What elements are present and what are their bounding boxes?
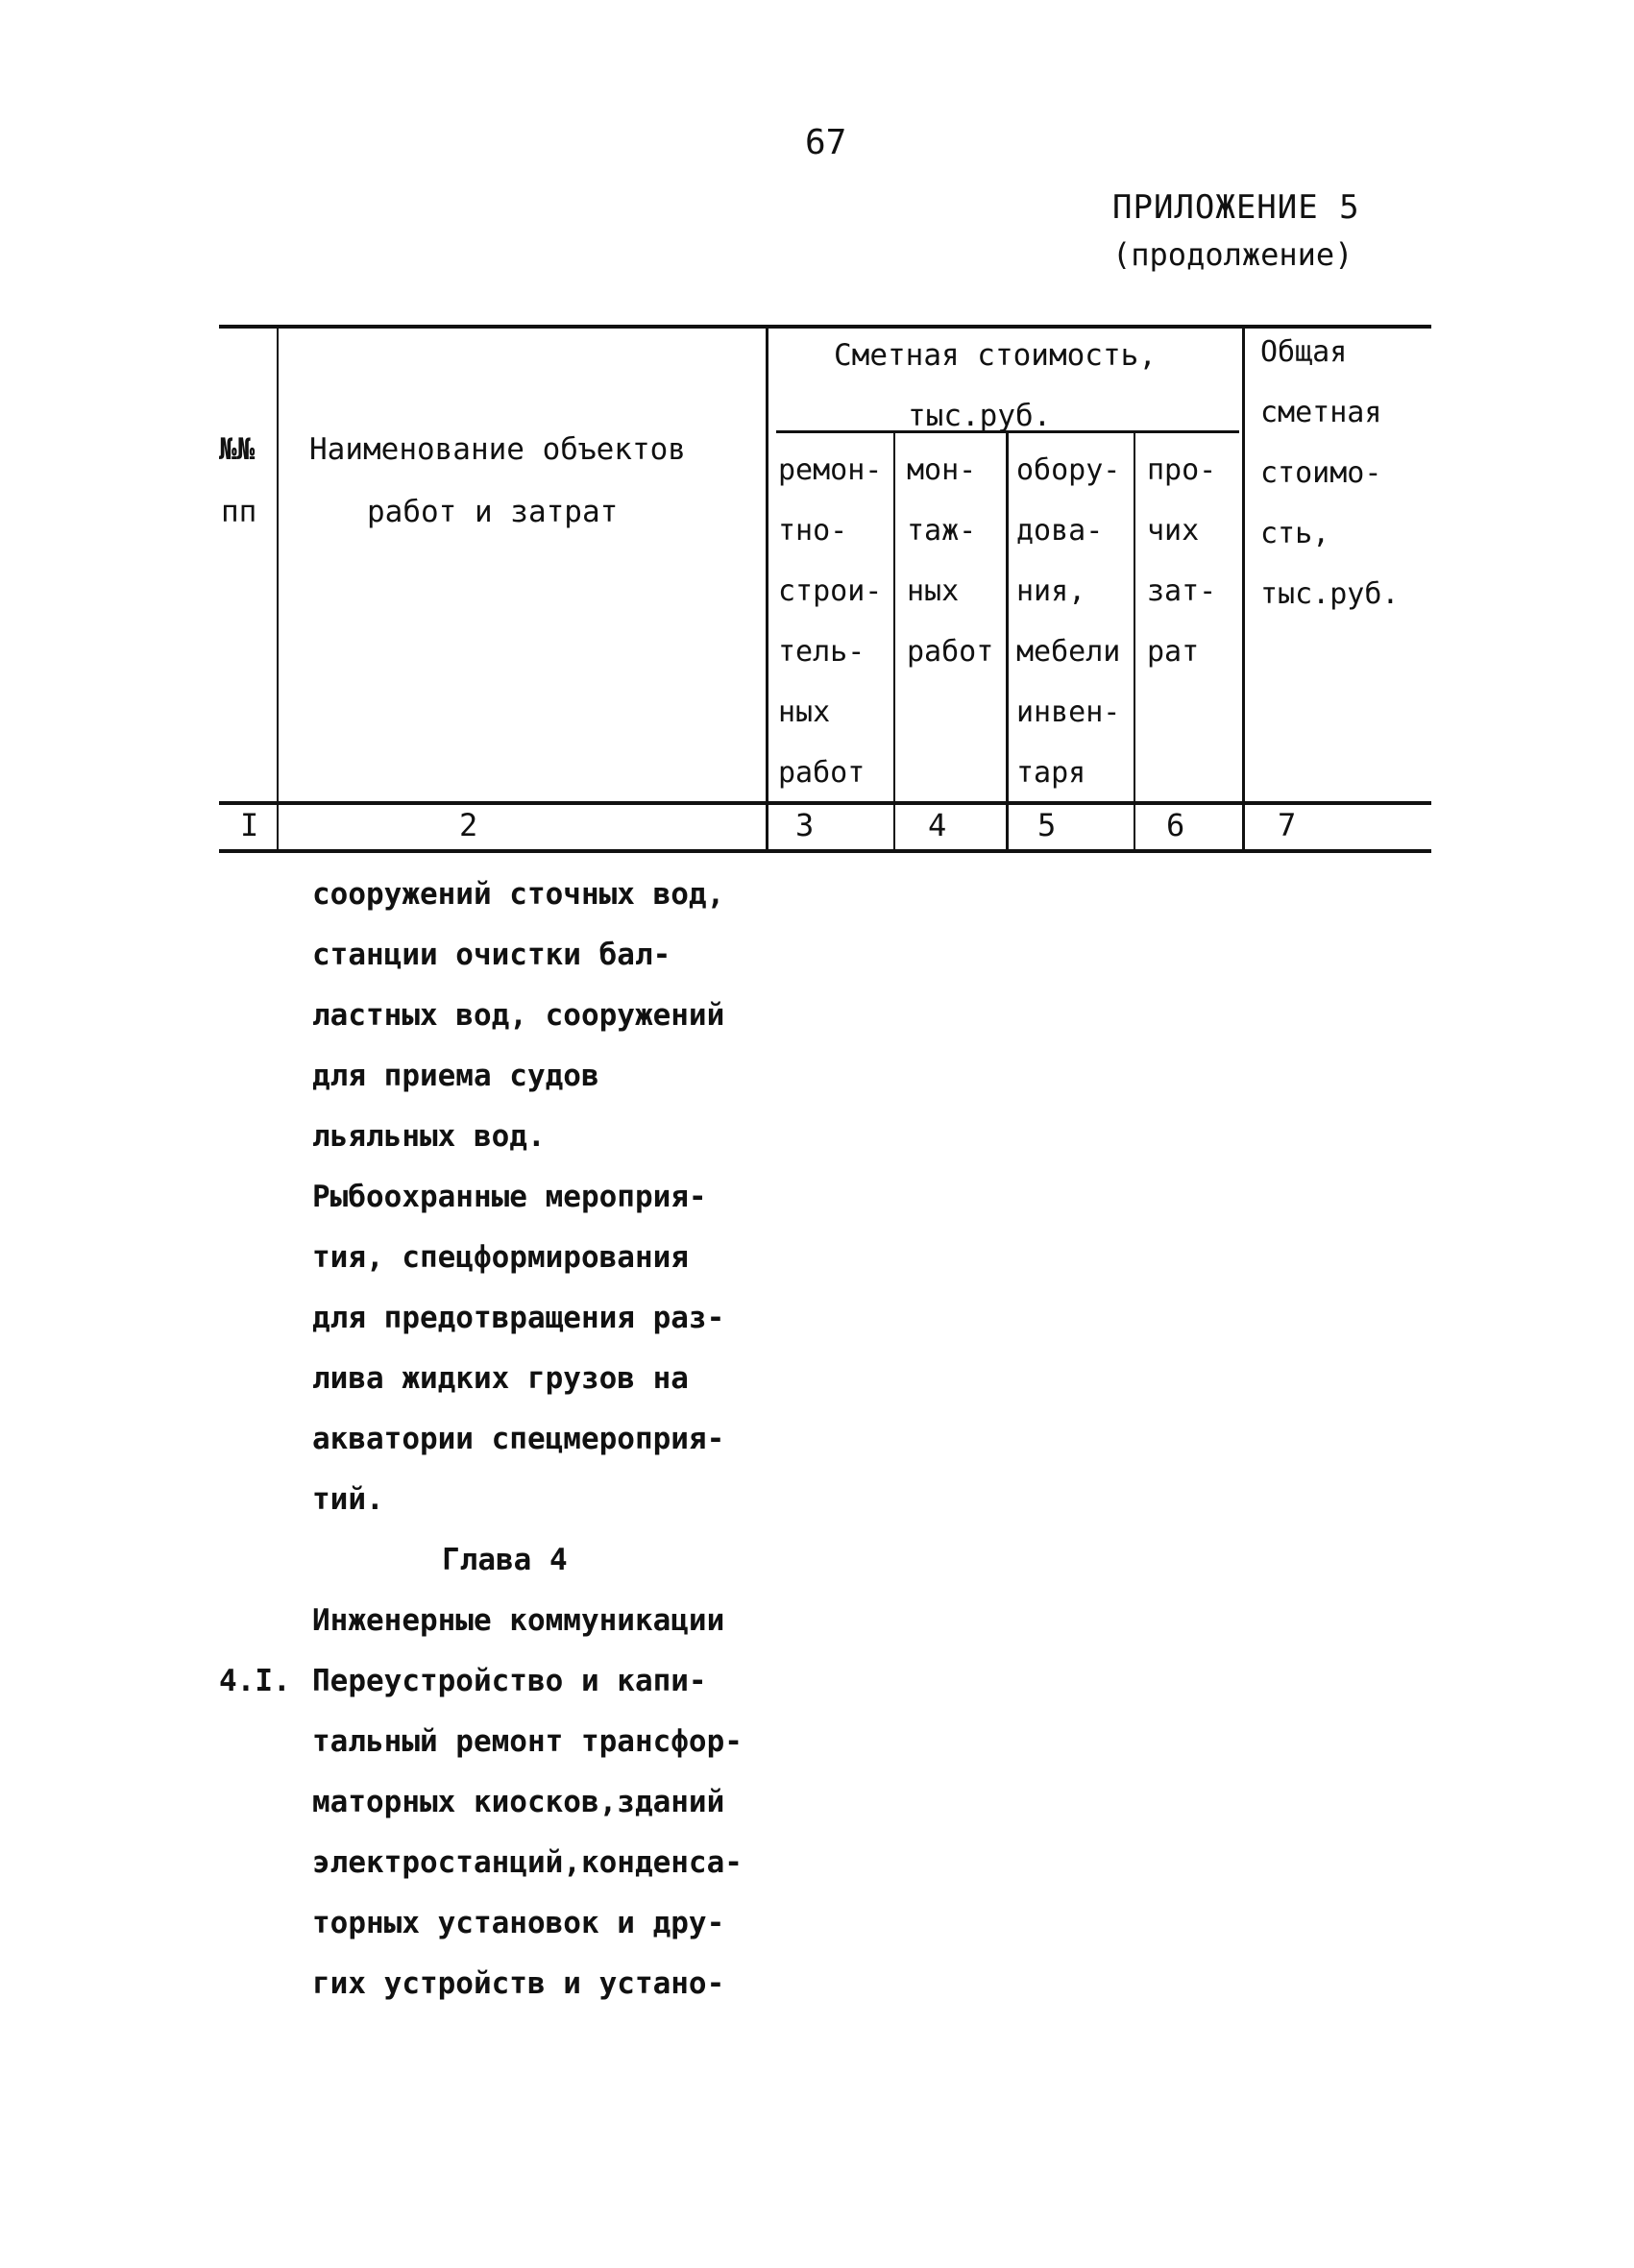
col3-header-line1: ремон- bbox=[778, 453, 883, 487]
item-number: 4.I. bbox=[219, 1664, 291, 1698]
body-line-6: Рыбоохранные мероприя- bbox=[312, 1180, 707, 1214]
group-header-line1: Сметная стоимость, bbox=[834, 338, 1157, 373]
chapter-title: Глава 4 bbox=[442, 1543, 568, 1577]
col5-header-line1: обору- bbox=[1016, 453, 1121, 487]
col5-header-line4: мебели bbox=[1016, 635, 1121, 669]
col7-header-line2: сметная bbox=[1260, 396, 1382, 429]
col7-header-line4: сть, bbox=[1260, 517, 1330, 550]
item-line-1: Переустройство и капи- bbox=[312, 1664, 707, 1698]
item-line-5: торных установок и дру- bbox=[312, 1906, 725, 1940]
body-line-1: сооружений сточных вод, bbox=[312, 877, 725, 912]
col-number-4: 4 bbox=[928, 807, 947, 843]
col5-header-line5: инвен- bbox=[1016, 695, 1121, 729]
body-line-7: тия, спецформирования bbox=[312, 1240, 689, 1275]
col3-header-line4: тель- bbox=[778, 635, 866, 669]
item-line-4: электростанций,конденса- bbox=[312, 1845, 743, 1880]
chapter-name: Инженерные коммуникации bbox=[312, 1603, 725, 1638]
col6-header-line4: рат bbox=[1147, 635, 1200, 669]
appendix-title: ПРИЛОЖЕНИЕ 5 bbox=[1112, 188, 1360, 227]
col5-header-line6: таря bbox=[1016, 756, 1086, 790]
body-line-2: станции очистки бал- bbox=[312, 938, 671, 972]
col-divider-1 bbox=[277, 327, 279, 851]
page-number: 67 bbox=[805, 123, 847, 162]
col-number-1: I bbox=[240, 807, 259, 843]
body-line-11: тий. bbox=[312, 1482, 384, 1517]
col2-header-line2: работ и затрат bbox=[367, 495, 619, 529]
col4-header-line3: ных bbox=[907, 574, 960, 608]
col-number-5: 5 bbox=[1037, 807, 1057, 843]
col6-header-line2: чих bbox=[1147, 514, 1200, 548]
body-line-9: лива жидких грузов на bbox=[312, 1361, 689, 1396]
col-divider-5 bbox=[1134, 432, 1135, 851]
body-line-8: для предотвращения раз- bbox=[312, 1301, 725, 1335]
col3-header-line3: строи- bbox=[778, 574, 883, 608]
col-number-3: 3 bbox=[795, 807, 815, 843]
body-line-4: для приема судов bbox=[312, 1059, 599, 1093]
item-line-6: гих устройств и устано- bbox=[312, 1966, 725, 2001]
col1-header-line1: №№ bbox=[219, 432, 256, 467]
col5-header-line3: ния, bbox=[1016, 574, 1086, 608]
body-line-5: льяльных вод. bbox=[312, 1119, 546, 1154]
col7-header-line3: стоимо- bbox=[1260, 456, 1382, 490]
col-number-7: 7 bbox=[1278, 807, 1297, 843]
col5-header-line2: дова- bbox=[1016, 514, 1104, 548]
table-bottom-rule bbox=[219, 849, 1431, 853]
col-divider-2 bbox=[766, 327, 768, 851]
col-divider-3 bbox=[893, 432, 895, 851]
col7-header-line5: тыс.руб. bbox=[1260, 577, 1400, 611]
item-line-3: маторных киосков,зданий bbox=[312, 1785, 725, 1819]
group-header-line2: тыс.руб. bbox=[908, 399, 1052, 433]
col6-header-line3: зат- bbox=[1147, 574, 1217, 608]
col1-header-line2: пп bbox=[221, 495, 257, 529]
col3-header-line6: работ bbox=[778, 756, 866, 790]
col-divider-4 bbox=[1006, 432, 1009, 851]
col4-header-line4: работ bbox=[907, 635, 994, 669]
item-line-2: тальный ремонт трансфор- bbox=[312, 1724, 743, 1759]
appendix-subtitle: (продолжение) bbox=[1112, 236, 1354, 273]
col6-header-line1: про- bbox=[1147, 453, 1217, 487]
col-divider-6 bbox=[1242, 327, 1245, 851]
col4-header-line1: мон- bbox=[907, 453, 977, 487]
col3-header-line2: тно- bbox=[778, 514, 848, 548]
table-top-rule bbox=[219, 325, 1431, 329]
body-line-3: ластных вод, сооружений bbox=[312, 998, 725, 1033]
col7-header-line1: Общая bbox=[1260, 335, 1348, 369]
col-number-6: 6 bbox=[1166, 807, 1185, 843]
col-number-2: 2 bbox=[459, 807, 478, 843]
col3-header-line5: ных bbox=[778, 695, 831, 729]
col4-header-line2: таж- bbox=[907, 514, 977, 548]
body-line-10: акватории спецмероприя- bbox=[312, 1422, 725, 1456]
col2-header-line1: Наименование объектов bbox=[309, 432, 686, 467]
